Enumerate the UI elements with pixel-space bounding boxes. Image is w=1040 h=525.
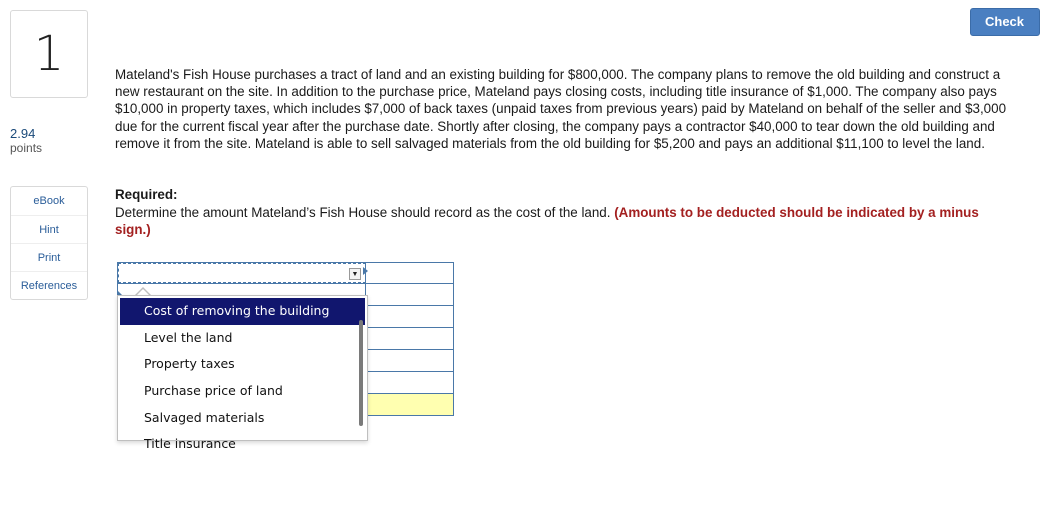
dropdown-option[interactable]: Purchase price of land [144,383,283,399]
amount-input[interactable] [366,328,453,349]
dropdown-option[interactable]: Level the land [144,329,233,345]
amount-input[interactable] [366,284,453,305]
account-dropdown-list[interactable] [117,295,368,452]
points-info [10,126,42,156]
row-marker-icon [363,267,368,275]
question-number-box [10,10,88,98]
amount-input[interactable] [366,263,453,283]
dropdown-option[interactable]: Cost of removing the building [120,298,365,325]
required-title: Required: [115,187,178,202]
hint-link[interactable]: Hint [11,215,87,243]
amount-input[interactable] [366,350,453,371]
references-link[interactable]: References [11,271,87,299]
dropdown-option[interactable]: Salvaged materials [144,409,265,425]
amount-input[interactable] [366,306,453,327]
problem-text: Mateland's Fish House purchases a tract of land and an existing building for $800,000. The company plans to remove the old building and construct a new restaurant on the site. In addition to the purchase price, Mateland pays closing costs, including title insurance of $1,000. The company also pays $10,000 in property taxes, which includes $7,000 of back taxes (unpaid taxes from previous years) paid by Mateland on behalf of the seller and $3,000 due for the current fiscal year after the purchase date. Shortly after closing, the company pays a contractor $40,000 to tear down the old building and remove it from the site. Mateland is able to sell salvaged materials from the old building for $5,200 and pays an additional $11,100 to level the land. [115,67,1007,151]
account-select[interactable] [118,263,366,283]
points-label: points [10,141,43,155]
ebook-link[interactable]: eBook [33,195,65,207]
print-link[interactable]: Print [11,243,87,271]
required-instruction: Determine the amount Mateland’s Fish House should record as the cost of the land. [115,205,611,220]
chevron-down-icon[interactable]: ▼ [349,268,361,280]
question-number: 1 [33,26,65,82]
answer-row [117,262,454,284]
required-note: (Amounts to be deducted should be indicated by a minus sign.) [115,205,979,238]
check-button[interactable]: Check [970,8,1040,36]
dropdown-option[interactable]: Title insurance [144,436,236,452]
side-links-panel [10,186,88,300]
points-value: 2.94 [10,126,36,141]
dropdown-scrollbar[interactable] [359,320,363,426]
dropdown-option[interactable]: Property taxes [144,356,235,372]
required-text [115,204,1015,238]
amount-input[interactable] [366,372,453,393]
total-amount-cell [366,394,453,415]
